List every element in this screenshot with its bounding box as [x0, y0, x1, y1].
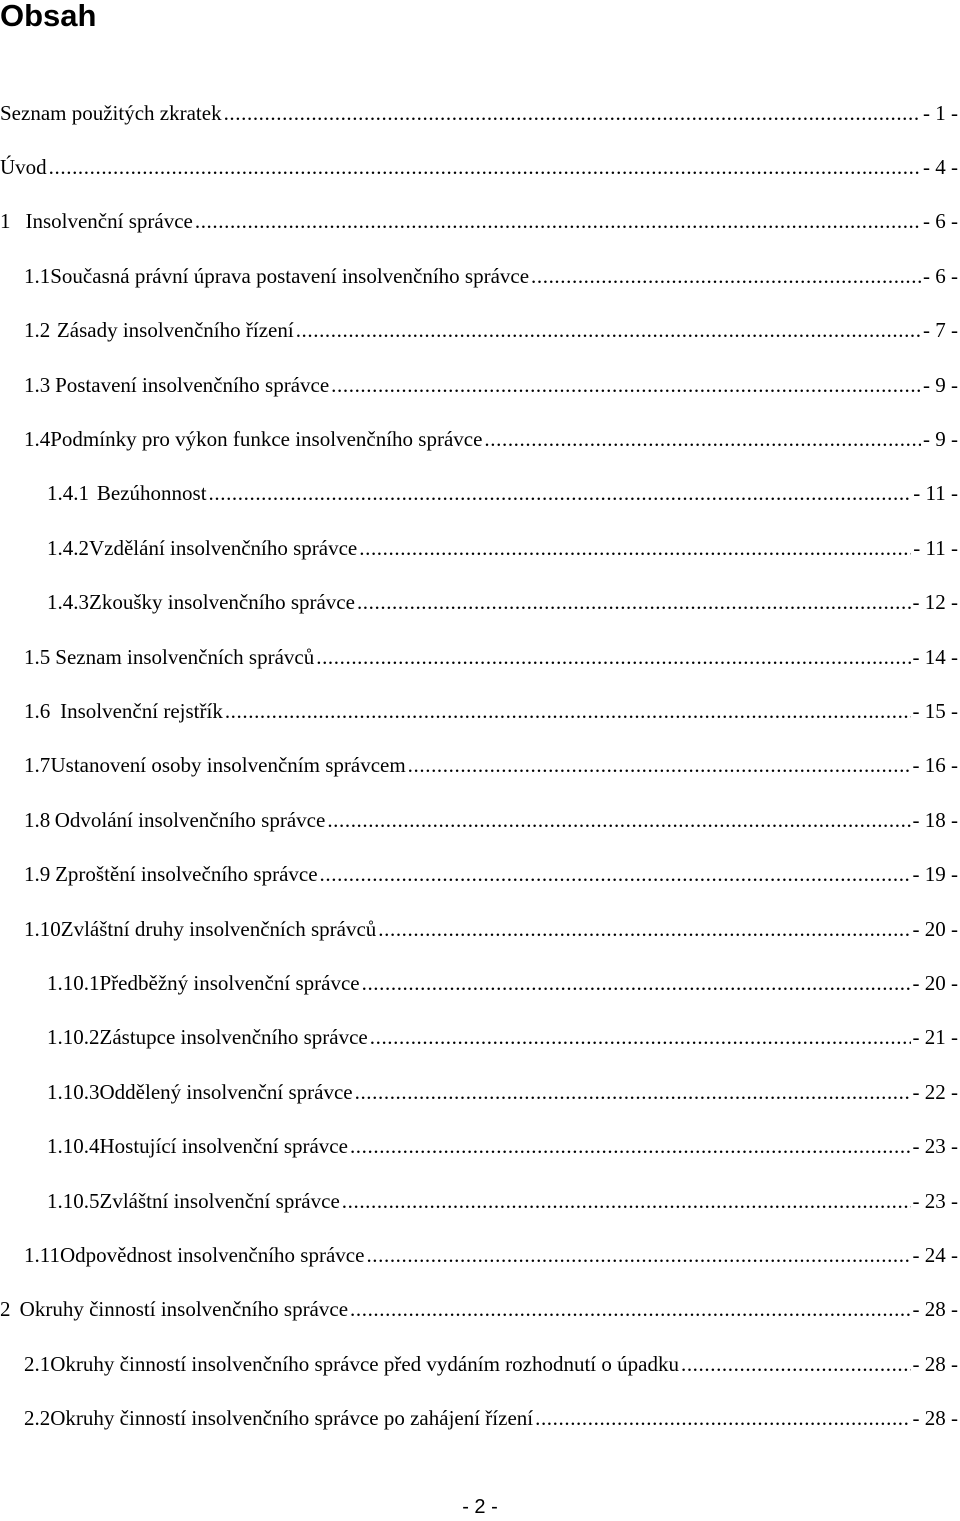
- toc-leader-dots: [362, 971, 911, 996]
- toc-entry[interactable]: [0, 1119, 960, 1173]
- toc-entry[interactable]: [0, 521, 960, 575]
- toc-entry[interactable]: [0, 140, 960, 194]
- toc-entry-number: 1.4.1: [47, 481, 89, 506]
- toc-leader-dots: [296, 318, 921, 343]
- toc-leader-dots: [320, 862, 911, 887]
- toc-entry-number: 1: [0, 209, 11, 234]
- toc-entry-title: Úvod: [0, 155, 47, 180]
- toc-leader-dots: [316, 645, 910, 670]
- toc-entry-number: 2.2: [24, 1406, 51, 1431]
- toc-leader-dots: [378, 917, 910, 942]
- toc-entry[interactable]: [0, 86, 960, 140]
- toc-entry-page: - 20 -: [912, 916, 958, 941]
- toc-leader-dots: [225, 699, 911, 724]
- toc-entry-page: - 18 -: [912, 807, 958, 832]
- toc-entry-title: Předběžný insolvenční správce: [99, 970, 360, 995]
- toc-leader-dots: [370, 1025, 911, 1050]
- toc-entry-page: - 14 -: [912, 644, 958, 669]
- toc-entry-page: - 15 -: [912, 698, 958, 723]
- toc-entry-page: - 28 -: [912, 1351, 958, 1376]
- toc-entry-title: Insolvenční rejstřík: [60, 698, 223, 723]
- toc-entry[interactable]: [0, 630, 960, 684]
- toc-entry-title: Okruhy činností insolvenčního správce po zahájení řízení: [50, 1406, 534, 1431]
- toc-entry[interactable]: [0, 412, 960, 466]
- toc-entry-title: Zástupce insolvenčního správce: [99, 1025, 368, 1050]
- toc-entry[interactable]: [0, 1065, 960, 1119]
- toc-leader-dots: [350, 1134, 911, 1159]
- toc-leader-dots: [209, 481, 912, 506]
- toc-entry-title: Odpovědnost insolvenčního správce: [59, 1242, 365, 1267]
- toc-entry-page: - 6 -: [923, 263, 958, 288]
- toc-leader-dots: [355, 1080, 911, 1105]
- toc-entry-number: 1.9: [24, 862, 51, 887]
- toc-leader-dots: [195, 209, 921, 234]
- toc-entry-page: - 19 -: [912, 862, 958, 887]
- toc-entry-number: 1.5: [24, 644, 51, 669]
- toc-entry-page: - 6 -: [923, 209, 958, 234]
- toc-entry-title: Odvolání insolvenčního správce: [54, 807, 326, 832]
- toc-entry-title: Zkoušky insolvenčního správce: [89, 590, 355, 615]
- toc-entry-page: - 4 -: [923, 155, 958, 180]
- toc-leader-dots: [408, 753, 911, 778]
- toc-entry-number: 1.7: [24, 753, 51, 778]
- toc-entry[interactable]: [0, 467, 960, 521]
- toc-entry-number: 1.10.2: [47, 1025, 100, 1050]
- toc-entry-number: 1.10.1: [47, 970, 100, 995]
- toc-entry-title: Bezúhonnost: [96, 481, 207, 506]
- toc-entry[interactable]: [0, 739, 960, 793]
- toc-entry-number: 1.4.2: [47, 535, 89, 560]
- toc-entry-page: - 11 -: [913, 481, 958, 506]
- toc-entry-page: - 23 -: [912, 1188, 958, 1213]
- toc-entry[interactable]: [0, 576, 960, 630]
- toc-entry-number: 1.3: [24, 372, 51, 397]
- toc-entry-title: Okruhy činností insolvenčního správce před vydáním rozhodnutí o úpadku: [50, 1351, 679, 1376]
- toc-entry-number: 2: [0, 1297, 11, 1322]
- toc-entry-title: Současná právní úprava postavení insolvenčního správce: [50, 263, 530, 288]
- toc-entry[interactable]: [0, 902, 960, 956]
- toc-entry-number: 1.10.5: [47, 1188, 100, 1213]
- toc-entry-page: - 11 -: [913, 535, 958, 560]
- toc-entry[interactable]: [0, 1283, 960, 1337]
- toc-entry-number: 2.1: [24, 1351, 51, 1376]
- toc-entry-page: - 20 -: [912, 970, 958, 995]
- page-number: - 2 -: [462, 1496, 498, 1518]
- toc-entry-title: Seznam insolvenčních správců: [55, 644, 315, 669]
- toc-leader-dots: [327, 808, 910, 833]
- toc-leader-dots: [49, 155, 921, 180]
- toc-entry-number: 1.10.3: [47, 1079, 100, 1104]
- toc-leader-dots: [331, 373, 921, 398]
- toc-entry-number: 1.8: [24, 807, 51, 832]
- toc-leader-dots: [484, 427, 921, 452]
- toc-entry-title: Zproštění insolvečního správce: [55, 862, 318, 887]
- toc-entry-page: - 1 -: [923, 100, 958, 125]
- toc-entry[interactable]: [0, 684, 960, 738]
- toc-leader-dots: [535, 1406, 910, 1431]
- toc-entry-title: Seznam použitých zkratek: [0, 100, 222, 125]
- toc-entry-page: - 21 -: [912, 1025, 958, 1050]
- toc-entry-page: - 22 -: [912, 1079, 958, 1104]
- toc-entry-title: Ustanovení osoby insolvenčním správcem: [50, 753, 406, 778]
- toc-entry-number: 1.6: [24, 698, 51, 723]
- toc-leader-dots: [342, 1189, 911, 1214]
- toc-entry-number: 1.10: [24, 916, 61, 941]
- toc-entry-page: - 9 -: [923, 427, 958, 452]
- toc-entry-number: 1.4: [24, 427, 51, 452]
- toc-entry-page: - 23 -: [912, 1134, 958, 1159]
- toc-entry-page: - 9 -: [923, 372, 958, 397]
- toc-entry-title: Okruhy činností insolvenčního správce: [19, 1297, 349, 1322]
- toc-entry[interactable]: [0, 195, 960, 249]
- toc-entry-page: - 16 -: [912, 753, 958, 778]
- toc-leader-dots: [359, 536, 911, 561]
- toc-entry[interactable]: [0, 304, 960, 358]
- toc-entry-title: Insolvenční správce: [25, 209, 193, 234]
- toc-entry-title: Oddělený insolvenční správce: [99, 1079, 353, 1104]
- toc-leader-dots: [366, 1243, 910, 1268]
- toc-entry-title: Vzdělání insolvenčního správce: [89, 535, 358, 560]
- toc-entry[interactable]: [0, 1011, 960, 1065]
- toc-entry[interactable]: [0, 1337, 960, 1391]
- toc-entry[interactable]: [0, 358, 960, 412]
- toc-entry[interactable]: [0, 1174, 960, 1228]
- toc-entry-number: 1.1: [24, 263, 51, 288]
- toc-leader-dots: [350, 1297, 910, 1322]
- toc-entry[interactable]: [0, 1391, 960, 1445]
- table-of-contents: [0, 86, 960, 1446]
- toc-entry-number: 1.10.4: [47, 1134, 100, 1159]
- toc-entry-number: 1.4.3: [47, 590, 89, 615]
- toc-entry-page: - 7 -: [923, 318, 958, 343]
- toc-entry-title: Zvláštní insolvenční správce: [99, 1188, 340, 1213]
- toc-leader-dots: [531, 264, 921, 289]
- toc-entry[interactable]: [0, 1228, 960, 1282]
- toc-entry[interactable]: [0, 793, 960, 847]
- toc-entry[interactable]: [0, 249, 960, 303]
- page-title: Obsah: [0, 0, 97, 33]
- toc-leader-dots: [681, 1352, 911, 1377]
- toc-entry-number: 1.11: [24, 1242, 60, 1267]
- toc-leader-dots: [224, 101, 921, 126]
- toc-entry-title: Postavení insolvenčního správce: [55, 372, 330, 397]
- toc-entry-number: 1.2: [24, 318, 51, 343]
- toc-entry-title: Podmínky pro výkon funkce insolvenčního správce: [50, 427, 483, 452]
- toc-entry[interactable]: [0, 847, 960, 901]
- toc-entry-title: Zásady insolvenčního řízení: [56, 318, 294, 343]
- toc-entry-title: Zvláštní druhy insolvenčních správců: [60, 916, 377, 941]
- toc-entry-title: Hostující insolvenční správce: [99, 1134, 348, 1159]
- toc-entry-page: - 12 -: [912, 590, 958, 615]
- toc-leader-dots: [357, 590, 911, 615]
- toc-entry-page: - 28 -: [912, 1406, 958, 1431]
- toc-entry-page: - 24 -: [912, 1242, 958, 1267]
- toc-entry[interactable]: [0, 956, 960, 1010]
- toc-entry-page: - 28 -: [912, 1297, 958, 1322]
